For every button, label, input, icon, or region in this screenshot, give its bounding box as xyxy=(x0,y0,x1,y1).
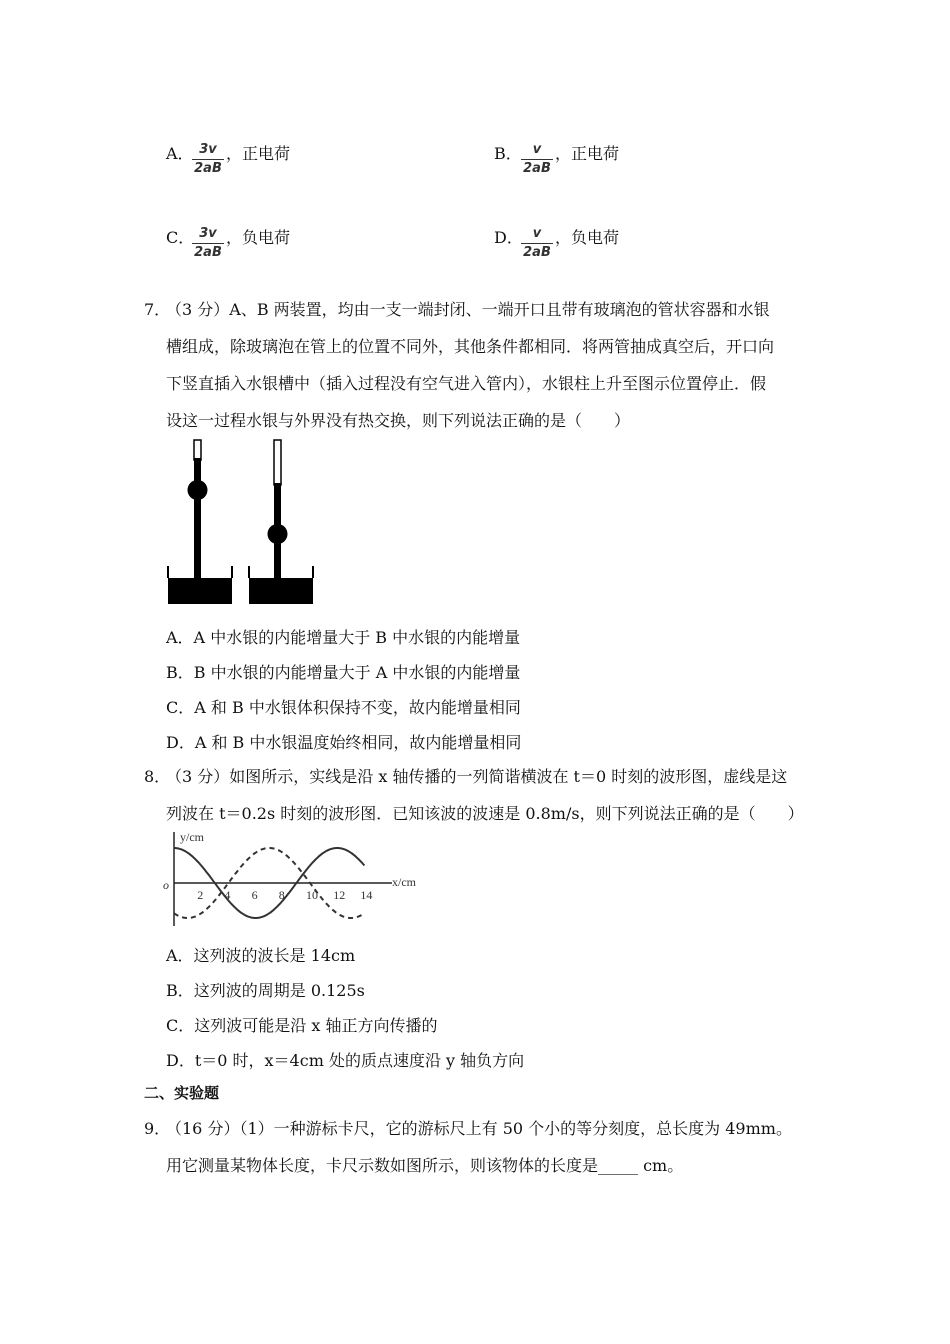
x-tick-label: 8 xyxy=(278,888,285,902)
option-letter: D． xyxy=(494,228,523,247)
option-d: D．t＝0 时，x＝4cm 处的质点速度沿 y 轴负方向 xyxy=(166,1051,525,1070)
fraction-denominator: 2aB xyxy=(194,161,222,176)
question-text-line: 列波在 t＝0.2s 时刻的波形图．已知该波的波速是 0.8m/s，则下列说法正确的是（ ） xyxy=(166,804,804,823)
option-a: A．这列波的波长是 14cm xyxy=(166,946,356,965)
fraction-numerator: v xyxy=(532,142,542,157)
question-text-line: （3 分）如图所示，实线是沿 x 轴传播的一列简谐横波在 t＝0 时刻的波形图，虚线是这 xyxy=(166,767,788,786)
option-text: ，负电荷 xyxy=(555,228,620,247)
option-letter: C． xyxy=(166,228,195,247)
question-number: 8． xyxy=(144,767,171,786)
x-tick-label: 12 xyxy=(333,888,346,902)
x-tick-label: 4 xyxy=(224,888,231,902)
device-b xyxy=(249,440,313,604)
x-tick-label: 6 xyxy=(251,888,258,902)
x-tick-label: 2 xyxy=(197,888,204,902)
option-c: C．A 和 B 中水银体积保持不变，故内能增量相同 xyxy=(166,698,521,717)
option-letter: A． xyxy=(166,144,194,163)
x-axis-label: x/cm xyxy=(392,875,416,889)
question-text-line: 槽组成，除玻璃泡在管上的位置不同外，其他条件都相同．将两管抽成真空后，开口向 xyxy=(166,337,775,356)
option-c: C．这列波可能是沿 x 轴正方向传播的 xyxy=(166,1016,438,1035)
fraction xyxy=(190,226,226,261)
fraction-numerator: 3v xyxy=(199,142,217,157)
device-a xyxy=(168,440,232,604)
fraction xyxy=(190,142,226,177)
option-text: ，正电荷 xyxy=(555,144,620,163)
question-text-line: （3 分）A、B 两装置，均由一支一端封闭、一端开口且带有玻璃泡的管状容器和水银 xyxy=(166,300,770,319)
option-a: A．A 中水银的内能增量大于 B 中水银的内能增量 xyxy=(166,628,521,647)
fraction-denominator: 2aB xyxy=(523,161,551,176)
fraction xyxy=(519,142,555,177)
question-text-line: 用它测量某物体长度，卡尺示数如图所示，则该物体的长度是_____ cm。 xyxy=(166,1156,684,1175)
fraction xyxy=(519,226,555,261)
option-b: B．这列波的周期是 0.125s xyxy=(166,981,365,1000)
option-letter: B． xyxy=(494,144,522,163)
fraction-denominator: 2aB xyxy=(523,245,551,260)
fraction-denominator: 2aB xyxy=(194,245,222,260)
fraction-numerator: v xyxy=(532,226,542,241)
fraction-numerator: 3v xyxy=(199,226,217,241)
question-text-line: （16 分）（1）一种游标卡尺，它的游标尺上有 50 个小的等分刻度，总长度为 49mm。 xyxy=(166,1119,792,1138)
question-text-line: 下竖直插入水银槽中（插入过程没有空气进入管内），水银柱上升至图示位置停止．假 xyxy=(166,374,767,393)
question-text-line: 设这一过程水银与外界没有热交换，则下列说法正确的是（ ） xyxy=(166,411,631,430)
origin-label: o xyxy=(163,878,169,892)
x-tick-label: 10 xyxy=(306,888,318,902)
wave-graph xyxy=(160,828,425,930)
question-number: 7． xyxy=(144,300,171,319)
option-d: D．A 和 B 中水银温度始终相同，故内能增量相同 xyxy=(166,733,522,752)
option-b: B．B 中水银的内能增量大于 A 中水银的内能增量 xyxy=(166,663,521,682)
question-number: 9． xyxy=(144,1119,171,1138)
option-text: ，负电荷 xyxy=(226,228,291,247)
option-text: ，正电荷 xyxy=(226,144,291,163)
y-axis-label: y/cm xyxy=(180,830,204,844)
x-tick-label: 14 xyxy=(360,888,373,902)
mercury-apparatus-figure xyxy=(166,438,316,606)
section-heading: 二、实验题 xyxy=(144,1084,220,1102)
